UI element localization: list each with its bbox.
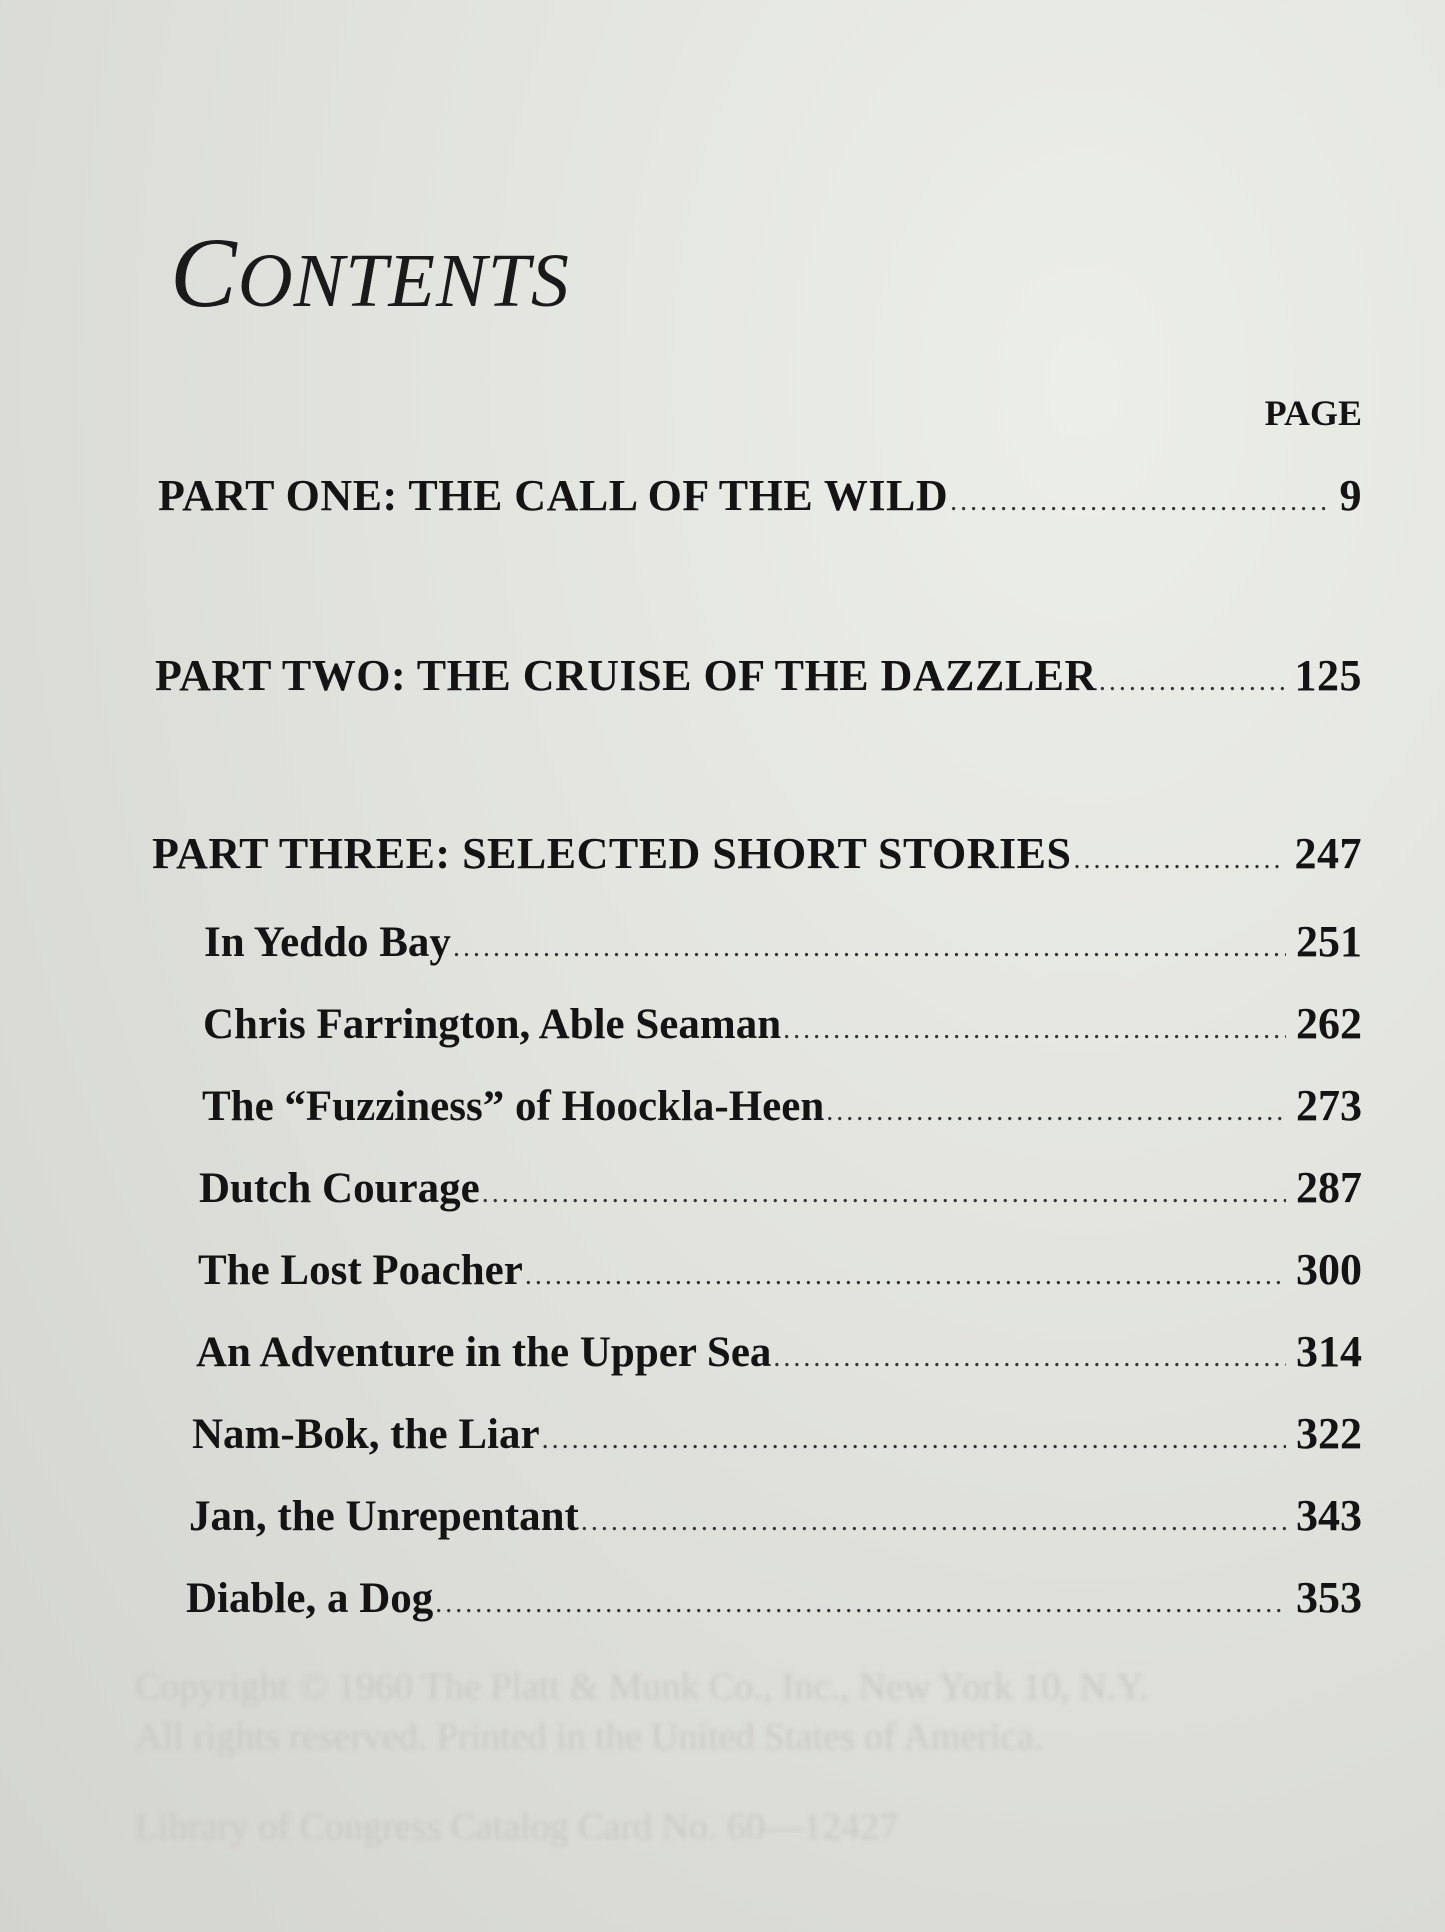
toc-page: 322	[1296, 1409, 1362, 1458]
toc-page: 300	[1296, 1245, 1362, 1294]
dot-leader	[581, 1506, 1286, 1538]
dot-leader	[773, 1342, 1286, 1374]
toc-label: The Lost Poacher	[198, 1247, 523, 1294]
toc-page: 125	[1294, 651, 1362, 700]
toc-page: 9	[1339, 471, 1362, 520]
dot-leader	[482, 1178, 1286, 1210]
show-through-catalog: Library of Congress Catalog Card No. 60—12427	[135, 1806, 899, 1848]
toc-story	[203, 998, 1362, 1049]
dot-leader	[950, 486, 1329, 518]
show-through-copyright: Copyright © 1960 The Platt & Munk Co., Inc., New York 10, N.Y.	[135, 1666, 1149, 1708]
toc-page: 353	[1296, 1573, 1362, 1622]
toc-label: Nam-Bok, the Liar	[192, 1411, 540, 1458]
toc-story	[192, 1408, 1362, 1459]
toc-label: Chris Farrington, Able Seaman	[203, 1001, 782, 1048]
toc-story	[198, 1244, 1362, 1295]
dot-leader	[1074, 844, 1285, 876]
toc-part-one	[158, 470, 1362, 521]
toc-label: PART ONE: THE CALL OF THE WILD	[158, 471, 949, 520]
toc-page: 314	[1296, 1327, 1362, 1376]
toc-part-three	[152, 828, 1362, 879]
dot-leader	[453, 932, 1286, 964]
toc-story	[202, 1080, 1362, 1131]
title-rest: ONTENTS	[237, 239, 570, 323]
dot-leader	[826, 1096, 1286, 1128]
toc-story	[204, 916, 1362, 967]
dot-leader	[1099, 666, 1285, 698]
toc-story	[196, 1326, 1362, 1377]
toc-part-two	[155, 650, 1362, 701]
title-initial: C	[170, 217, 238, 328]
page-column-header: PAGE	[1264, 393, 1362, 433]
toc-page: 247	[1294, 829, 1362, 878]
dot-leader	[783, 1014, 1286, 1046]
toc-story	[199, 1162, 1362, 1213]
toc-page: 343	[1296, 1491, 1362, 1540]
toc-page: 287	[1296, 1163, 1362, 1212]
dot-leader	[525, 1260, 1286, 1292]
dot-leader	[435, 1588, 1286, 1620]
toc-label: Dutch Courage	[199, 1165, 480, 1212]
toc-label: Jan, the Unrepentant	[189, 1493, 579, 1540]
toc-label: In Yeddo Bay	[204, 919, 451, 966]
toc-label: Diable, a Dog	[186, 1575, 434, 1622]
toc-label: PART TWO: THE CRUISE OF THE DAZZLER	[155, 651, 1097, 700]
toc-story	[189, 1490, 1362, 1541]
page-title	[170, 215, 570, 330]
toc-page: 251	[1296, 917, 1362, 966]
toc-label: An Adventure in the Upper Sea	[196, 1329, 772, 1376]
toc-page: 262	[1296, 999, 1362, 1048]
toc-story	[186, 1572, 1362, 1623]
toc-page: 273	[1296, 1081, 1362, 1130]
toc-label: The “Fuzziness” of Hoockla-Heen	[202, 1083, 825, 1130]
toc-label: PART THREE: SELECTED SHORT STORIES	[152, 829, 1072, 878]
show-through-rights: All rights reserved. Printed in the United States of America.	[135, 1716, 1044, 1758]
dot-leader	[542, 1424, 1286, 1456]
